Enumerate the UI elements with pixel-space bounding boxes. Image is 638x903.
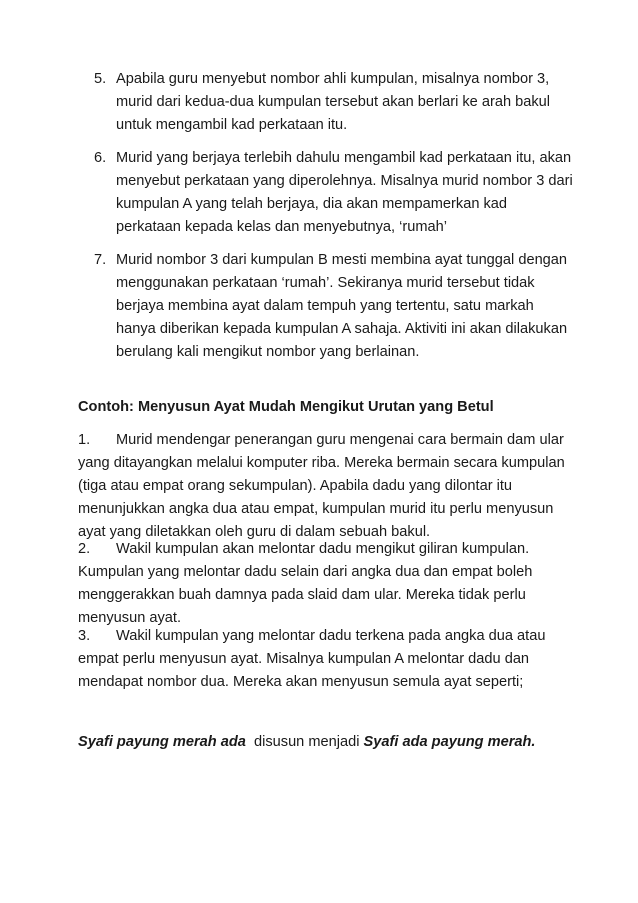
scrambled-sentence: Syafi payung merah ada: [78, 734, 246, 750]
paragraph-text: Murid mendengar penerangan guru mengenai cara bermain dam ular yang ditayangkan melalui komputer riba. Mereka bermain secara kumpulan (tiga atau empat orang sekumpulan). Apabila dadu yang dilontar itu menunjukkan angka dua atau empat, kumpulan murid itu perlu menyusun ayat yang diletakkan oleh guru di dalam sebuah bakul.: [78, 432, 565, 540]
list-item-text: Murid yang berjaya terlebih dahulu mengambil kad perkataan itu, akan menyebut perkataan yang diperolehnya. Misalnya murid nombor 3 dari kumpulan A yang telah berjaya, dia akan mempamerkan kad perkataan kepada kelas dan menyebutnya, ‘rumah’: [116, 150, 573, 235]
paragraph: [78, 538, 568, 630]
section-heading: Contoh: Menyusun Ayat Mudah Mengikut Urutan yang Betul: [78, 399, 494, 415]
list-item: [94, 249, 574, 364]
paragraph-number: 1.: [78, 432, 91, 448]
numbered-list: [94, 68, 574, 374]
list-item: [94, 68, 574, 137]
list-item: [94, 147, 574, 239]
paragraph: [78, 625, 568, 694]
correct-sentence: Syafi ada payung merah.: [363, 734, 536, 750]
paragraph: [78, 429, 568, 544]
list-item-text: Murid nombor 3 dari kumpulan B mesti membina ayat tunggal dengan menggunakan perkataan ‘rumah’. Sekiranya murid tersebut tidak berjaya membina ayat dalam tempuh yang tertentu, satu markah hanya diberikan kepada kumpulan A sahaja. Aktiviti ini akan dilakukan berulang kali mengikut nombor yang berlainan.: [116, 252, 568, 360]
list-item-text: Apabila guru menyebut nombor ahli kumpulan, misalnya nombor 3, murid dari kedua-dua kumpulan tersebut akan berlari ke arah bakul untuk mengambil kad perkataan itu.: [116, 71, 551, 133]
example-sentence: [78, 731, 568, 754]
connector-text: disusun menjadi: [245, 734, 364, 750]
paragraph-text: Wakil kumpulan akan melontar dadu mengikut giliran kumpulan. Kumpulan yang melontar dadu selain dari angka dua dan empat boleh menggerakkan buah damnya pada slaid dam ular. Mereka tidak perlu menyusun ayat.: [78, 541, 533, 626]
list-item-number: 6.: [94, 150, 107, 166]
paragraph-text: Wakil kumpulan yang melontar dadu terkena pada angka dua atau empat perlu menyusun ayat. Misalnya kumpulan A melontar dadu dan mendapat nombor dua. Mereka akan menyusun semula ayat seperti;: [78, 628, 546, 690]
paragraph-number: 2.: [78, 541, 91, 557]
paragraph-number: 3.: [78, 628, 91, 644]
list-item-number: 5.: [94, 71, 107, 87]
list-item-number: 7.: [94, 252, 107, 268]
